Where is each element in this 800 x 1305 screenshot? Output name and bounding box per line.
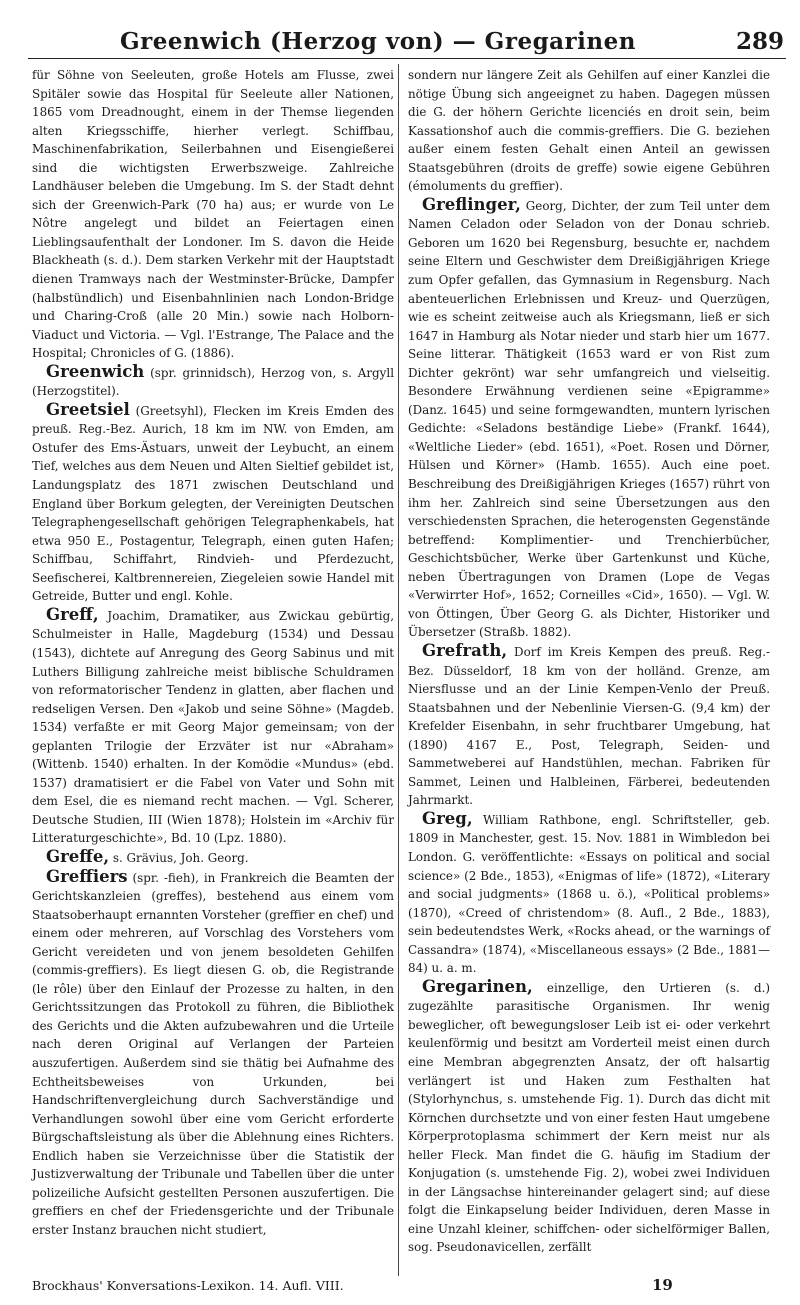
entry-grefrath (408, 642, 770, 810)
header-rule (28, 58, 786, 59)
column-divider (398, 64, 399, 1276)
entry-text: Joachim, Dramatiker, aus Zwickau gebürtig, Schulmeister in Halle, Magdeburg (1534) und Dessau (1543), dichtete auf Anregung des Georg Sabinus und mit Luthers Billigung zahlreiche meist biblische Schuldramen von reformatorischer Tendenz in glatten, aber flachen und redseligen Versen. Den «Jakob und seine Söhne» (Magdeb. 1534) verfaßte er mit Georg Major gemeinsam; von der geplanten Trilogie der Erzväter ist nur «Abraham» (Wittenb. 1540) erhalten. In der Komödie «Mundus» (ebd. 1537) dramatisiert er die Fabel von Vater und Sohn mit dem Esel, die es niemand recht machen. — Vgl. Scherer, Deutsche Studien, III (Wien 1878); Holstein im «Archiv für Litteraturgeschichte», Bd. 10 (Lpz. 1880). (32, 608, 394, 846)
headword: Greetsiel (46, 399, 130, 419)
page-header (28, 18, 788, 58)
entry-greetsiel (32, 401, 394, 606)
headword: Gregarinen, (422, 976, 533, 996)
entry-greflinger (408, 196, 770, 642)
page-footer (32, 1276, 786, 1300)
entry-text: (spr. grinnidsch), Herzog von, s. Argyll (Herzogstitel). (32, 365, 394, 399)
entry-greff (32, 606, 394, 848)
headword: Greg, (422, 808, 473, 828)
left-column (32, 66, 394, 1239)
entry-text: (spr. -fieh), in Frankreich die Beamten der Gerichtskanzleien (greffes), bestehend aus einem vom Staatsoberhaupt ernannten Vorsteher (greffier en chef) und einem oder mehreren, auf Vorschlag des Vorstehers vom Gericht vereideten und von jenem besoldeten Gehilfen (commis-greffiers). Es liegt diesen G. ob, die Registrande (le rôle) über den Einlauf der Prozesse zu halten, in den Gerichtssitzungen das Protokoll zu führen, die Bibliothek des Gerichts und die Akten aufzubewahren und die Urteile nach deren Original auf Verlangen der Parteien auszufertigen. Außerdem sind sie thätig bei Aufnahme des Echtheitsbeweises von Urkunden, bei Handschriftenvergleichung durch Sachverständige und Verhandlungen sowohl über eine vom Gericht erforderte Bürgschaftsleistung als über die Ablehnung eines Richters. Endlich haben sie Verzeichnisse über die Statistik der Justizverwaltung der Tribunale und Tabellen über die unter polizeiliche Aufsicht gestellten Personen auszufertigen. Die greffiers en chef der Friedensgerichte und der Tribunale erster Instanz brauchen nicht studiert, (32, 870, 394, 1237)
entry-gregarinen (408, 978, 770, 1257)
signature-mark: 19 (652, 1276, 673, 1294)
headword: Greflinger, (422, 194, 521, 214)
headword: Greenwich (46, 361, 145, 381)
right-column (408, 66, 770, 1257)
entry-text: s. Grävius, Joh. Georg. (109, 850, 249, 865)
headword: Grefrath, (422, 640, 508, 660)
running-title: Greenwich (Herzog von) — Gregarinen (119, 28, 636, 55)
entry-greg (408, 810, 770, 978)
headword: Greff, (46, 604, 99, 624)
entry-text: Dorf im Kreis Kempen des preuß. Reg.-Bez. Düsseldorf, 18 km von der holländ. Grenze, am Niersflusse und an der Linie Kempen-Venlo der Preuß. Staatsbahnen und der Nebenlinie Viersen-G. (9,4 km) der Krefelder Eisenbahn, in sehr fruchtbarer Umgebung, hat (1890) 4167 E., Post, Telegraph, Seiden- und Sammetweberei auf Handstühlen, mechan. Fabriken für Sammet, Leinen und Halbleinen, Färberei, bedeutenden Jahrmarkt. (408, 644, 770, 808)
page-number: 289 (735, 28, 784, 55)
continued-paragraph: für Söhne von Seeleuten, große Hotels am Flusse, zwei Spitäler sowie das Hospital für Seeleute aller Nationen, 1865 vom Dreadnought, einem in der Themse liegenden alten Kriegsschiffe, hierher verlegt. Schiffbau, Maschinenfabrikation, Seilerbahnen und Eisengießerei sind die wichtigsten Erwerbszweige. Zahlreiche Landhäuser beleben die Umgebung. Im S. der Stadt dehnt sich der Greenwich-Park (70 ha) aus; er wurde von Le Nôtre angelegt und bildet an Feiertagen einen Lieblingsaufenthalt der Londoner. Im S. davon die Heide Blackheath (s. d.). Dem starken Verkehr mit der Hauptstadt dienen Tramways nach der Westminster-Brücke, Dampfer (halbstündlich) und Eisenbahnlinien nach London-Bridge und Charing-Croß (alle 20 Min.) sowie nach Holborn-Viaduct und Victoria. — Vgl. l'Estrange, The Palace and the Hospital; Chronicles of G. (1886). (32, 68, 394, 361)
headword: Greffiers (46, 866, 128, 886)
entry-text: Georg, Dichter, der zum Teil unter dem Namen Celadon oder Seladon von der Donau schrieb. Geboren um 1620 bei Regensburg, besuchte er, nachdem seine Eltern und Geschwister dem Dreißigjährigen Kriege zum Opfer gefallen, das Gymnasium in Regensburg. Nach abenteuerlichen Erlebnissen und Kreuz- und Querzügen, wie es scheint zeitweise auch als Kriegsmann, ließ er sich 1647 in Hamburg als Notar nieder und starb hier um 1677. Seine litterar. Thätigkeit (1653 ward er von Rist zum Dichter gekrönt) war sehr umfangreich und vielseitig. Besondere Erwähnung verdienen seine «Epigramme» (Danz. 1645) und seine formgewandten, muntern lyrischen Gedichte: «Seladons beständige Liebe» (Frankf. 1644), «Weltliche Lieder» (ebd. 1651), «Poet. Rosen und Dörner, Hülsen und Körner» (Hamb. 1655). Auch eine poet. Beschreibung des Dreißigjährigen Krieges (1657) rührt von ihm her. Zahlreich sind seine Übersetzungen aus den verschiedensten Sprachen, die heterogensten Gegenstände betreffend: Komplimentier- und Trenchierbücher, Geschichtsbücher, Werke über Gartenkunst und Küche, neben Übertragungen von Dramen (Lope de Vegas «Verwirrter Hof», 1652; Corneilles «Cid», 1650). — Vgl. W. von Öttingen, Über Georg G. als Dichter, Historiker und Übersetzer (Straßb. 1882). (408, 198, 770, 640)
entry-text: einzellige, den Urtieren (s. d.) zugezählte parasitische Organismen. Ihr wenig beweglicher, oft bewegungsloser Leib ist ei- oder verkehrt keulenförmig und besitzt am Vorderteil meist einen durch eine Membran abgegrenzten Ansatz, der oft halsartig verlängert ist und Haken zum Festhalten hat (Stylorhynchus, s. umstehende Fig. 1). Durch das dicht mit Körnchen durchsetzte und von einer festen Haut umgebene Körperprotoplasma schimmert der Kern meist nur als heller Fleck. Man findet die G. häufig im Stadium der Konjugation (s. umstehende Fig. 2), wobei zwei Individuen in der Längsachse hintereinander gelagert sind; auf diese folgt die Einkapselung beider Individuen, deren Masse in eine Unzahl kleiner, schiffchen- oder sichelförmiger Ballen, sog. Pseudonavicellen, zerfällt (408, 980, 770, 1255)
entry-greffiers (32, 868, 394, 1240)
entry-text: William Rathbone, engl. Schriftsteller, geb. 1809 in Manchester, gest. 15. Nov. 1881 in Wimbledon bei London. G. veröffentlichte: «Essays on political and social science» (2 Bde., 1853), «Enigmas of life» (1872), «Literary and social judgments» (1868 u. ö.), «Political problems» (1870), «Creed of christendom» (8. Aufl., 2 Bde., 1883), sein bedeutendstes Werk, «Rocks ahead, or the warnings of Cassandra» (1874), «Miscellaneous essays» (2 Bde., 1881—84) u. a. m. (408, 812, 770, 976)
entry-text: (Greetsyhl), Flecken im Kreis Emden des preuß. Reg.-Bez. Aurich, 18 km im NW. von Emden, am Ostufer des Ems-Ästuars, unweit der Leybucht, an einem Tief, welches aus dem Neuen und Alten Sieltief gebildet ist, Landungsplatz des 1871 zwischen Deutschland und England über Borkum gelegten, der Vereinigten Deutschen Telegraphengesellschaft gehörigen Telegraphenkabels, hat etwa 950 E., Postagentur, Telegraph, einen guten Hafen; Schiffbau, Schiffahrt, Rindvieh- und Pferdezucht, Seefischerei, Kaltbrennereien, Ziegeleien sowie Handel mit Getreide, Butter und engl. Kohle. (32, 403, 394, 604)
headword: Greffe, (46, 846, 110, 866)
imprint-line: Brockhaus' Konversations-Lexikon. 14. Aufl. VIII. (32, 1278, 344, 1293)
continued-paragraph: sondern nur längere Zeit als Gehilfen auf einer Kanzlei die nötige Übung sich angeeignet zu haben. Dagegen müssen die G. der höhern Gerichte licenciés en droit sein, beim Kassationshof auch die commis-greffiers. Die G. beziehen außer einem festen Gehalt einen Anteil an gewissen Staatsgebühren (droits de greffe) sowie eigene Gebühren (émoluments du greffier). (408, 68, 770, 194)
entry-greenwich-herzog (32, 363, 394, 401)
entry-greffe (32, 848, 394, 868)
